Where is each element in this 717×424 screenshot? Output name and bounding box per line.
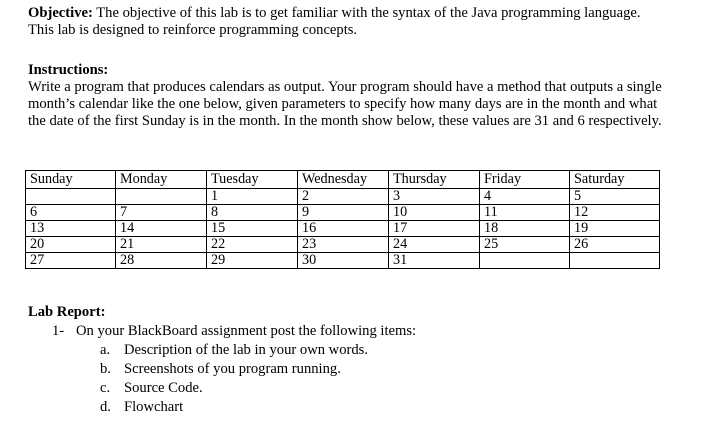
day-cell: 18 — [480, 221, 570, 237]
day-cell: 26 — [570, 237, 660, 253]
list-marker: c. — [100, 380, 111, 396]
list-item-text: Source Code. — [124, 380, 203, 396]
day-cell: 23 — [298, 237, 389, 253]
list-marker: a. — [100, 342, 111, 358]
day-cell: 6 — [26, 205, 116, 221]
day-cell: 22 — [207, 237, 298, 253]
day-cell — [480, 253, 570, 269]
calendar-header-row — [26, 171, 660, 189]
list-marker: 1- — [52, 323, 65, 339]
day-cell: 27 — [26, 253, 116, 269]
day-cell — [116, 189, 207, 205]
list-item-text: Description of the lab in your own words. — [124, 342, 368, 358]
list-item — [100, 379, 368, 398]
day-cell: 19 — [570, 221, 660, 237]
day-cell: 24 — [389, 237, 480, 253]
day-cell: 4 — [480, 189, 570, 205]
day-cell: 3 — [389, 189, 480, 205]
header-monday: Monday — [116, 171, 207, 189]
header-sunday: Sunday — [26, 171, 116, 189]
header-wednesday: Wednesday — [298, 171, 389, 189]
day-cell: 1 — [207, 189, 298, 205]
day-cell: 5 — [570, 189, 660, 205]
day-cell: 7 — [116, 205, 207, 221]
day-cell: 17 — [389, 221, 480, 237]
day-cell: 14 — [116, 221, 207, 237]
lab-report-heading: Lab Report: — [28, 304, 106, 320]
day-cell: 8 — [207, 205, 298, 221]
lab-report-list — [52, 322, 416, 340]
day-cell: 29 — [207, 253, 298, 269]
objective-text: The objective of this lab is to get familiar with the syntax of the Java programming language. This lab is designed to reinforce programming concepts. — [28, 5, 641, 38]
day-cell: 2 — [298, 189, 389, 205]
calendar-week-row — [26, 205, 660, 221]
day-cell: 25 — [480, 237, 570, 253]
header-tuesday: Tuesday — [207, 171, 298, 189]
calendar-week-row — [26, 237, 660, 253]
calendar-table — [25, 170, 660, 269]
day-cell: 10 — [389, 205, 480, 221]
day-cell: 12 — [570, 205, 660, 221]
list-marker: d. — [100, 399, 111, 415]
lab-report-sublist — [100, 341, 368, 417]
day-cell: 9 — [298, 205, 389, 221]
header-thursday: Thursday — [389, 171, 480, 189]
instructions-heading: Instructions: — [28, 62, 109, 78]
calendar-week-row — [26, 189, 660, 205]
list-item-text: Screenshots of you program running. — [124, 361, 341, 377]
list-item — [100, 360, 368, 379]
day-cell: 28 — [116, 253, 207, 269]
instructions-paragraph: Write a program that produces calendars as output. Your program should have a method that outputs a single month’s calendar like the one below, given parameters to specify how many days are in the month and what the date of the first Sunday is in the month. In the month show below, these values are 31 and 6 respectively. — [28, 79, 662, 129]
list-item — [100, 341, 368, 360]
header-friday: Friday — [480, 171, 570, 189]
day-cell: 11 — [480, 205, 570, 221]
objective-label: Objective: — [28, 5, 93, 21]
list-marker: b. — [100, 361, 111, 377]
day-cell: 20 — [26, 237, 116, 253]
header-saturday: Saturday — [570, 171, 660, 189]
lab-report-item — [52, 322, 416, 340]
day-cell: 31 — [389, 253, 480, 269]
day-cell — [570, 253, 660, 269]
day-cell: 15 — [207, 221, 298, 237]
objective-paragraph — [28, 5, 668, 39]
calendar-week-row — [26, 253, 660, 269]
calendar-week-row — [26, 221, 660, 237]
day-cell: 21 — [116, 237, 207, 253]
day-cell: 13 — [26, 221, 116, 237]
day-cell: 30 — [298, 253, 389, 269]
list-item-text: Flowchart — [124, 399, 184, 415]
list-item — [100, 398, 368, 417]
list-item-text: On your BlackBoard assignment post the following items: — [76, 323, 417, 339]
day-cell — [26, 189, 116, 205]
day-cell: 16 — [298, 221, 389, 237]
